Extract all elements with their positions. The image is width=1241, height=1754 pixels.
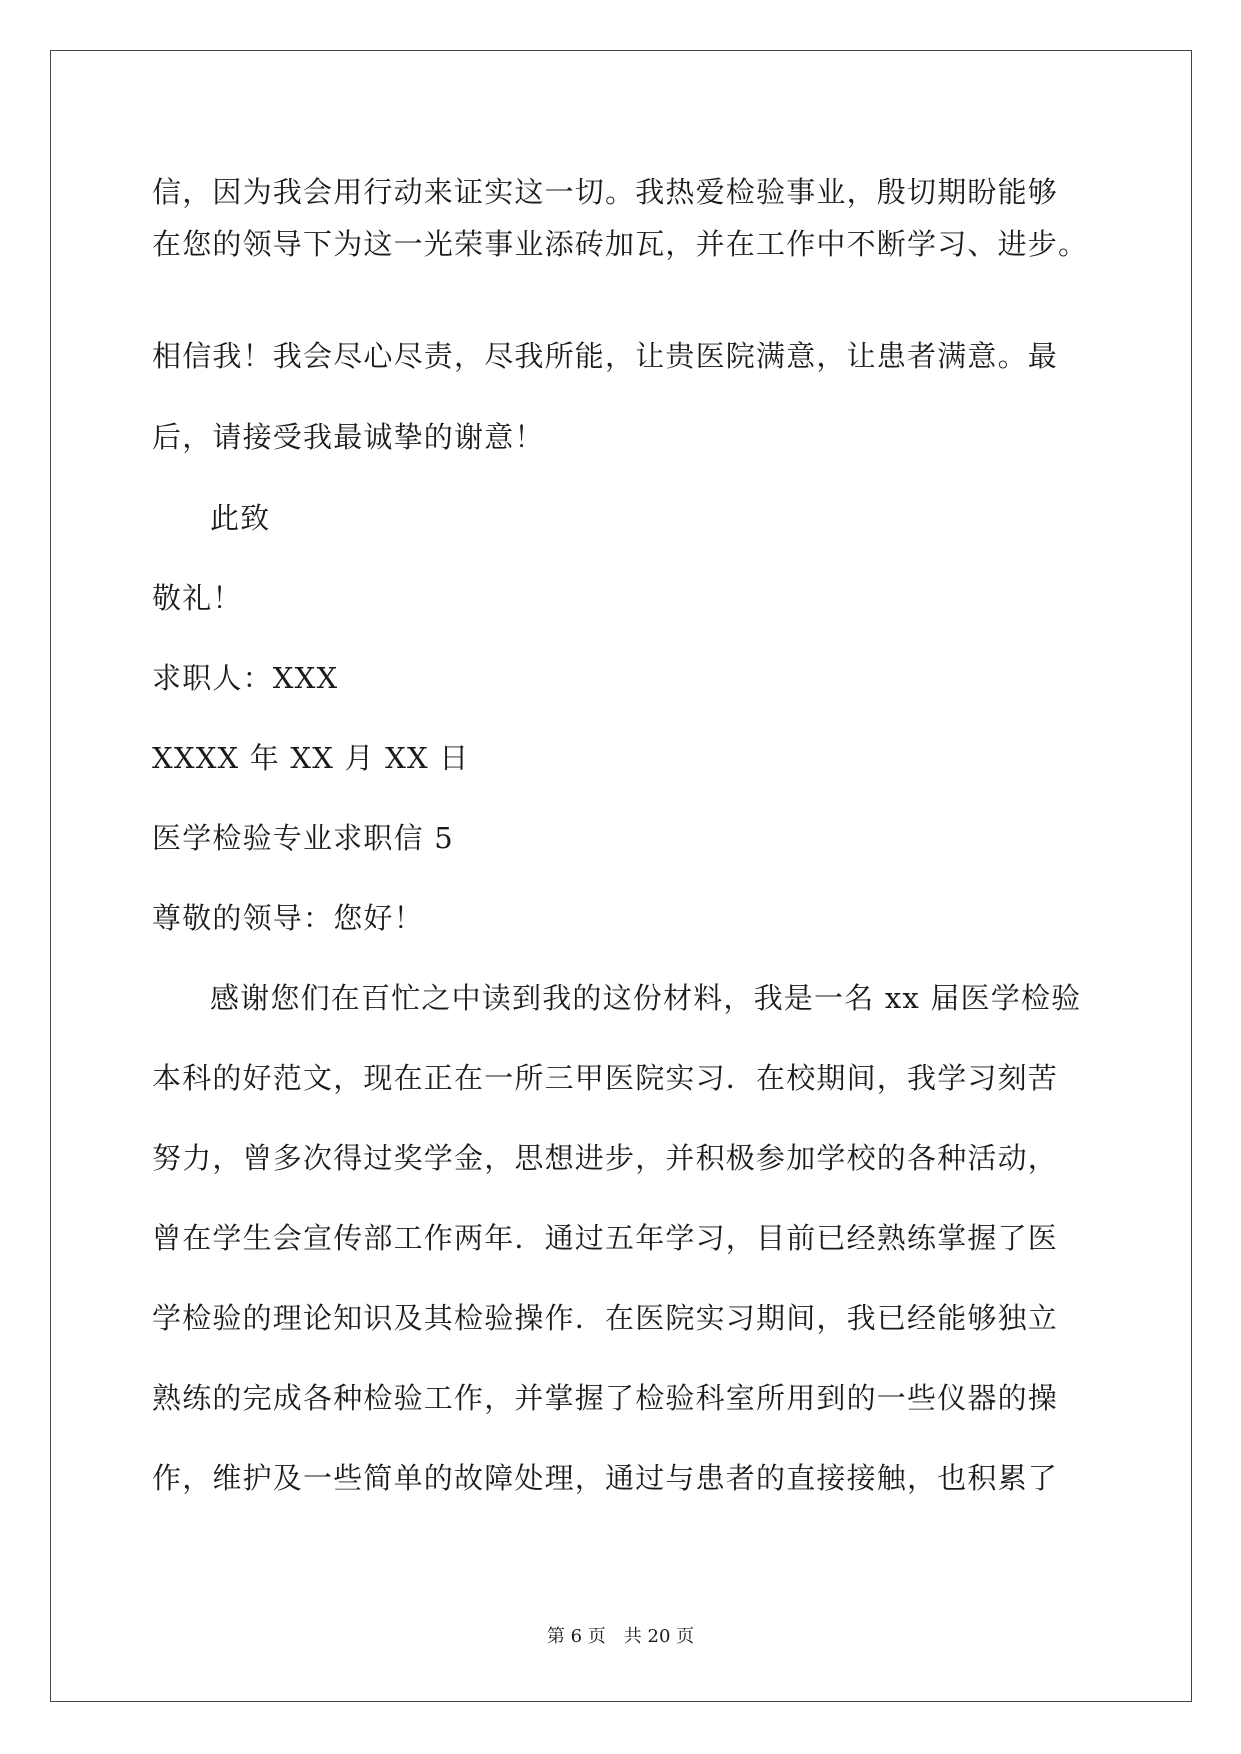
body-line: 信，因为我会用行动来证实这一切。我热爱检验事业，殷切期盼能够: [152, 175, 1059, 209]
body-line: 本科的好范文，现在正在一所三甲医院实习．在校期间，我学习刻苦: [152, 1061, 1059, 1095]
body-line: 感谢您们在百忙之中读到我的这份材料，我是一名 xx 届医学检验: [210, 981, 1082, 1015]
body-line: 学检验的理论知识及其检验操作．在医院实习期间，我已经能够独立: [152, 1301, 1059, 1335]
letter-date: XXXX 年 XX 月 XX 日: [152, 741, 470, 775]
body-line: 熟练的完成各种检验工作，并掌握了检验科室所用到的一些仪器的操: [152, 1381, 1059, 1415]
greeting: 尊敬的领导：您好！: [152, 901, 424, 935]
body-line: 后，请接受我最诚挚的谢意！: [152, 420, 545, 454]
body-line: 在您的领导下为这一光荣事业添砖加瓦，并在工作中不断学习、进步。: [152, 227, 1089, 261]
page-number-footer: 第 6 页 共 20 页: [546, 1626, 695, 1647]
salutation-closing: 此致: [210, 501, 271, 535]
body-line: 相信我！我会尽心尽责，尽我所能，让贵医院满意，让患者满意。最: [152, 339, 1059, 373]
body-line: 曾在学生会宣传部工作两年．通过五年学习，目前已经熟练掌握了医: [152, 1221, 1059, 1255]
section-heading: 医学检验专业求职信 5: [152, 821, 454, 855]
page-border: [50, 50, 1192, 1702]
body-line: 努力，曾多次得过奖学金，思想进步，并积极参加学校的各种活动，: [152, 1141, 1059, 1175]
regards: 敬礼！: [152, 581, 243, 615]
body-line: 作，维护及一些简单的故障处理，通过与患者的直接接触，也积累了: [152, 1461, 1059, 1495]
applicant-name: 求职人：XXX: [152, 661, 339, 695]
